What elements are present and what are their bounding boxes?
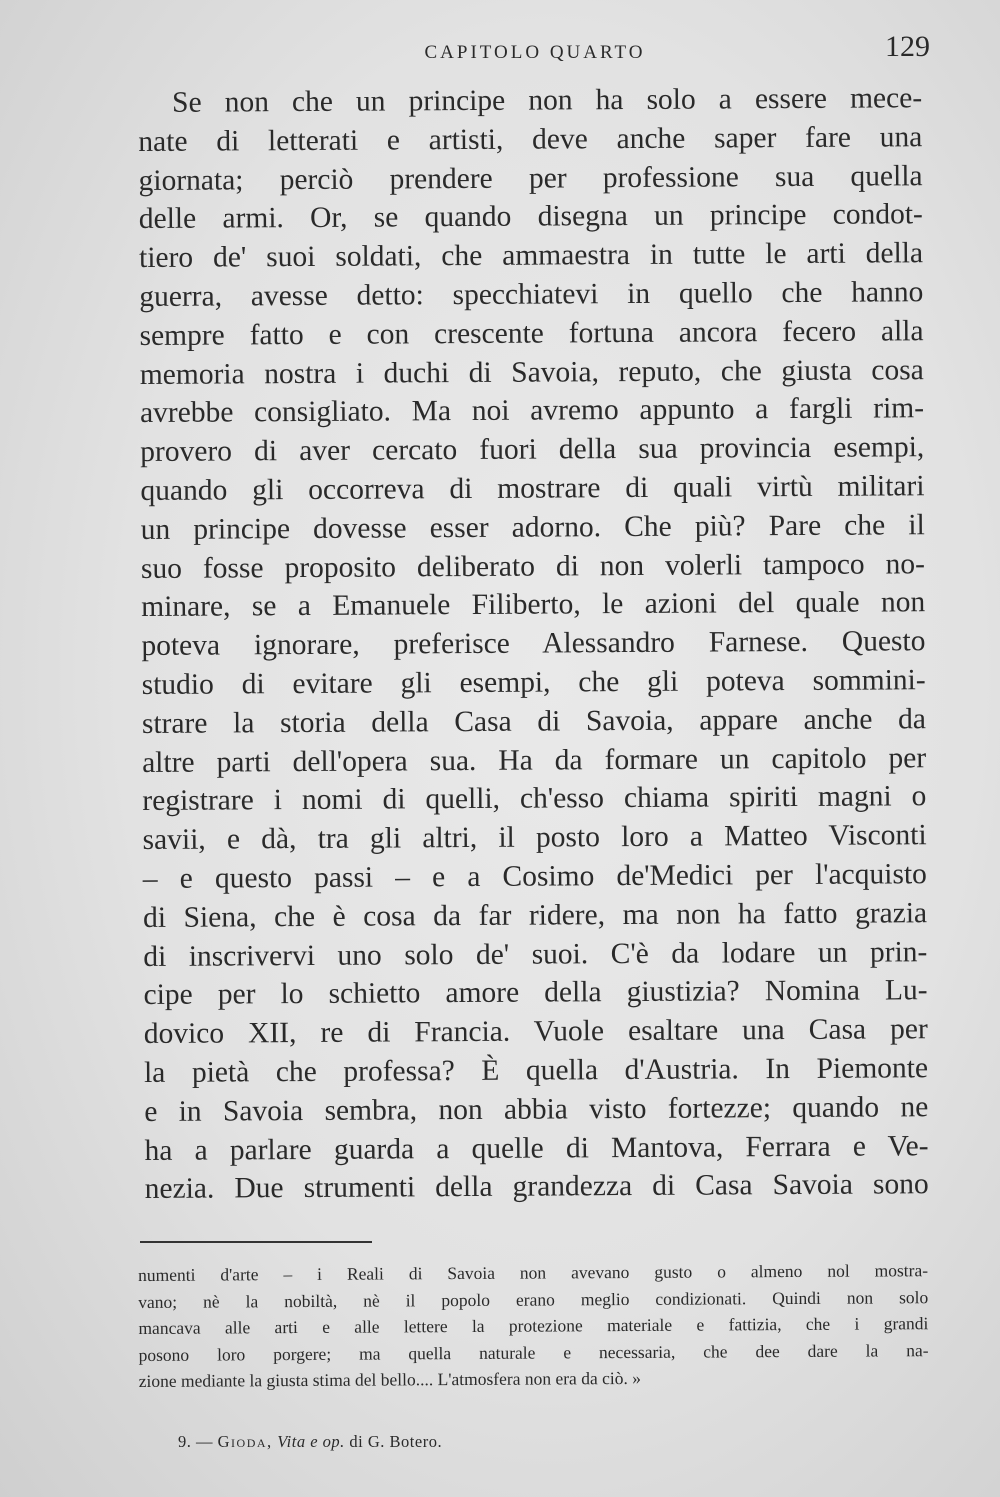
text-line: dovico XII, re di Francia. Vuole esaltare una Casa per	[143, 1013, 928, 1051]
footnote-line: zione mediante la giusta stima del bello.... L'atmosfera non era da ciò. »	[138, 1367, 642, 1391]
text-line: provero di aver cercato fuori della sua provincia esempi,	[140, 431, 925, 469]
text-line: avrebbe consigliato. Ma noi avremo appunto a fargli rim-	[139, 392, 925, 430]
footnote-line: posono loro porgere; ma quella naturale e necessaria, che dee dare la na-	[138, 1339, 929, 1365]
text-line: la pietà che professa? È quella d'Austria. In Piemonte	[143, 1052, 929, 1089]
text-line: altre parti dell'opera sua. Ha da formare un capitolo per	[142, 741, 927, 779]
text-line: ha a parlare guarda a quelle di Mantova, Ferrara e Ve-	[144, 1129, 929, 1167]
footnote-line: numenti d'arte – i Reali di Savoia non avevano gusto o almeno nol mostra-	[138, 1260, 929, 1285]
text-line: poteva ignorare, preferisce Alessandro Farnese. Questo	[141, 625, 926, 663]
signature-author: Gioda,	[217, 1432, 273, 1451]
footnote-rule	[140, 1241, 372, 1243]
text-line: memoria nostra i duchi di Savoia, reputo, che giusta cosa	[139, 353, 924, 391]
body-text	[138, 79, 929, 1209]
text-line: strare la storia della Casa di Savoia, appare anche da	[141, 702, 926, 740]
text-line: registrare i nomi di quelli, ch'esso chiama spiriti magni o	[142, 780, 927, 818]
text-line: savii, e dà, tra gli altri, il posto loro a Matteo Visconti	[142, 819, 927, 857]
text-line: cipe per lo schietto amore della giustizia? Nomina Lu-	[143, 974, 928, 1012]
text-line: nate di letterati e artisti, deve anche saper fare una	[138, 121, 923, 158]
text-line: e in Savoia sembra, non abbia visto fortezze; quando ne	[144, 1090, 929, 1128]
footnote-line: mancava alle arti e alle lettere la protezione materiale e fattizia, che i grandi	[138, 1313, 929, 1338]
signature-rest: di G. Botero.	[349, 1432, 443, 1451]
text-line: sempre fatto e con crescente fortuna ancora fecero alla	[139, 314, 924, 352]
printer-signature	[178, 1432, 442, 1452]
footnote	[138, 1257, 929, 1394]
page-header	[140, 30, 930, 74]
text-line: guerra, avesse detto: specchiatevi in quello che hanno	[139, 276, 924, 313]
text-line: tiero de' suoi soldati, che ammaestra in tutte le arti della	[138, 237, 924, 275]
signature-dash: —	[196, 1432, 213, 1451]
page-number: 129	[885, 30, 930, 63]
text-line: Se non che un principe non ha solo a essere mece-	[172, 82, 923, 119]
text-line: di Siena, che è cosa da far ridere, ma non ha fatto grazia	[142, 896, 928, 934]
running-head: CAPITOLO QUARTO	[424, 42, 646, 63]
text-line: delle armi. Or, se quando disegna un principe condot-	[138, 198, 923, 236]
text-line: quando gli occorreva di mostrare di quali virtù militari	[140, 470, 925, 507]
text-line: di inscrivervi uno solo de' suoi. C'è da lodare un prin-	[143, 935, 928, 973]
text-line: giornata; perciò prendere per professione sua quella	[138, 159, 923, 197]
footnote-line: vano; nè la nobiltà, nè il popolo erano meglio condizionati. Quindi non solo	[138, 1286, 929, 1312]
sheet-number: 9.	[178, 1432, 192, 1451]
text-line: suo fosse proposito deliberato di non volerli tampoco no-	[140, 547, 926, 585]
text-line: minare, se a Emanuele Filiberto, le azioni del quale non	[141, 586, 926, 624]
signature-title: Vita e op.	[277, 1432, 345, 1451]
text-line: studio di evitare gli esempi, che gli poteva sommini-	[141, 664, 926, 701]
text-line: un principe dovesse esser adorno. Che più? Pare che il	[140, 508, 925, 546]
text-line: nezia. Due strumenti della grandezza di Casa Savoia sono	[144, 1168, 929, 1206]
text-line: – e questo passi – e a Cosimo de'Medici per l'acquisto	[142, 858, 927, 895]
